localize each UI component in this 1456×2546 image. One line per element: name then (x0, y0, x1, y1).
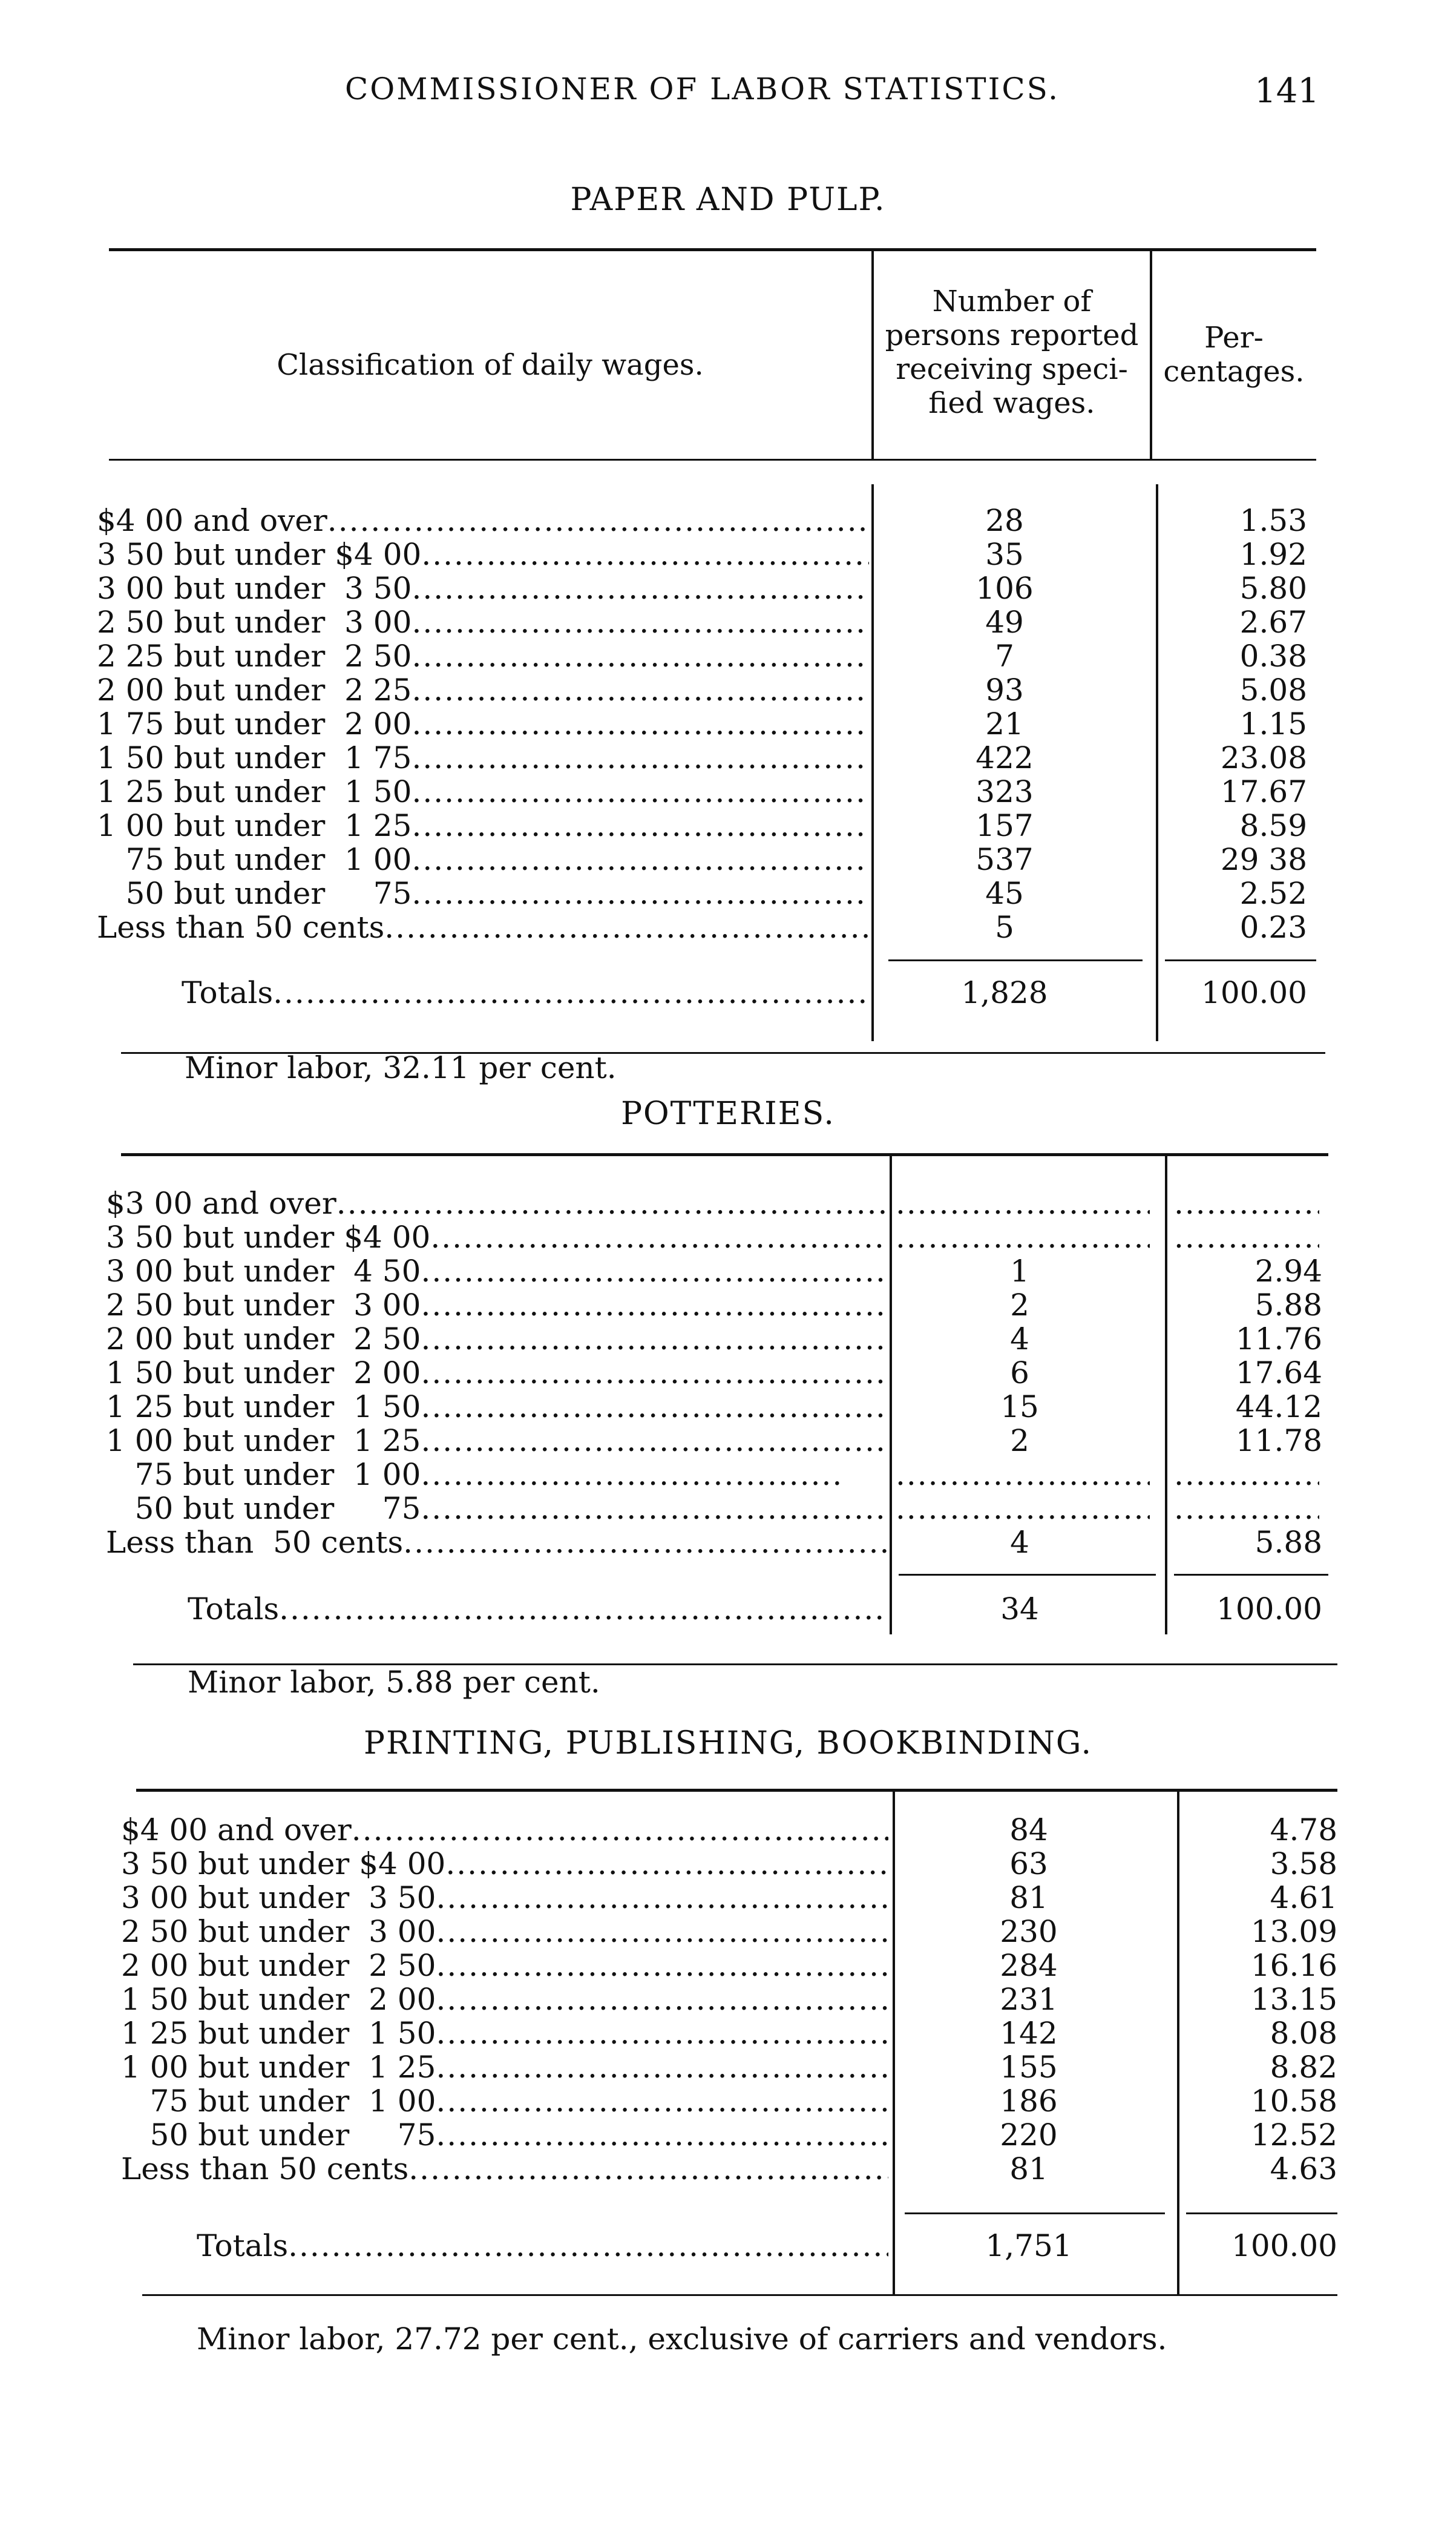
running-head (115, 71, 1331, 120)
row-percent: 11.78 (1235, 1423, 1322, 1458)
page-number: 141 (1254, 71, 1319, 111)
row-percent: 3.58 (1270, 1846, 1337, 1881)
header-percent-line: Per- (1204, 321, 1264, 355)
row-number-empty (896, 1186, 1150, 1220)
row-label: $4 00 and over (121, 1813, 352, 1847)
row-number: 157 (976, 808, 1034, 843)
header-number (874, 285, 1150, 420)
row-number: 28 (985, 503, 1024, 538)
row-number-empty (896, 1458, 1150, 1492)
table-row (106, 1458, 1340, 1492)
row-label: 1 50 but under 2 00 (121, 1982, 436, 2016)
totals-rule (899, 1574, 1156, 1576)
row-percent: 10.58 (1250, 2084, 1337, 2119)
totals-number: 1,828 (961, 975, 1048, 1010)
row-label: 3 00 but under 3 50 (97, 571, 412, 605)
table-row (106, 1288, 1340, 1322)
table-row (97, 504, 1331, 538)
row-number: 537 (976, 842, 1034, 877)
table-row (106, 1356, 1340, 1390)
header-classification: Classification of daily wages. (277, 348, 704, 382)
row-label: 1 00 but under 1 25 (97, 809, 412, 843)
table-row (97, 809, 1331, 843)
totals-rule (1186, 2212, 1337, 2214)
row-label: $3 00 and over (106, 1186, 336, 1220)
row-number: 2 (1010, 1288, 1029, 1323)
row-percent: 23.08 (1220, 740, 1307, 775)
table-body-printing (121, 1813, 1356, 2186)
section-title-printing: PRINTING, PUBLISHING, BOOKBINDING. (363, 1725, 1093, 1761)
row-percent: 8.82 (1270, 2050, 1337, 2085)
row-percent: 17.64 (1235, 1355, 1322, 1390)
table-row (106, 1424, 1340, 1458)
totals-number: 1,751 (985, 2228, 1072, 2263)
table-row (121, 2084, 1356, 2118)
running-title: COMMISSIONER OF LABOR STATISTICS. (345, 71, 1060, 107)
section-title-potteries: POTTERIES. (621, 1096, 835, 1132)
row-number: 81 (1009, 2151, 1048, 2186)
row-number: 84 (1009, 1812, 1048, 1847)
header-percent-line: centages. (1163, 355, 1305, 389)
row-percent: 13.15 (1250, 1982, 1337, 2017)
row-number: 142 (1000, 2016, 1058, 2051)
totals-rule (1165, 959, 1316, 961)
row-number: 155 (1000, 2050, 1058, 2085)
row-percent: 0.23 (1239, 910, 1307, 945)
row-percent: 0.38 (1239, 639, 1307, 674)
totals-label: Totals (182, 975, 274, 1010)
row-label: 3 50 but under $4 00 (97, 538, 422, 571)
row-percent: 1.53 (1239, 503, 1307, 538)
table-row (97, 843, 1331, 877)
totals-number: 34 (1000, 1591, 1039, 1627)
row-number: 284 (1000, 1948, 1058, 1983)
row-label: 50 but under 75 (121, 2118, 436, 2152)
row-label: $4 00 and over (97, 504, 327, 538)
row-percent: 17.67 (1220, 774, 1307, 809)
row-percent: 1.92 (1239, 537, 1307, 572)
table-row (121, 1982, 1356, 2016)
row-label: 2 25 but under 2 50 (97, 639, 412, 673)
row-label: 50 but under 75 (106, 1492, 421, 1525)
row-number: 4 (1010, 1525, 1029, 1560)
table-row (121, 1881, 1356, 1915)
row-label: 50 but under 75 (97, 877, 412, 910)
table-top-rule (121, 1153, 1328, 1156)
table-row (121, 2152, 1356, 2186)
row-label: 2 00 but under 2 50 (121, 1949, 436, 1982)
table-row (97, 605, 1331, 639)
row-label: 1 75 but under 2 00 (97, 707, 412, 741)
row-number: 231 (1000, 1982, 1058, 2017)
row-percent-empty (1174, 1458, 1319, 1492)
row-percent: 1.15 (1239, 706, 1307, 742)
row-label: 1 25 but under 1 50 (106, 1390, 421, 1424)
row-label: 1 00 but under 1 25 (106, 1424, 421, 1458)
row-number: 186 (1000, 2084, 1058, 2119)
row-percent-empty (1174, 1220, 1319, 1254)
table-row (106, 1322, 1340, 1356)
row-number-empty (896, 1492, 1150, 1525)
table-row (121, 1915, 1356, 1949)
row-number: 81 (1009, 1880, 1048, 1915)
table-row (97, 741, 1331, 775)
footnote: Minor labor, 32.11 per cent. (185, 1050, 617, 1085)
table-body-potteries (106, 1186, 1340, 1559)
row-number: 45 (985, 876, 1024, 911)
table-row (97, 673, 1331, 707)
row-label: 2 50 but under 3 00 (121, 1915, 436, 1949)
table-row (97, 707, 1331, 741)
row-number: 106 (976, 571, 1034, 606)
row-number: 230 (1000, 1914, 1058, 1949)
row-number: 35 (985, 537, 1024, 572)
row-label: 1 50 but under 1 75 (97, 741, 412, 775)
totals-label: Totals (188, 1591, 280, 1627)
row-percent: 8.59 (1239, 808, 1307, 843)
row-number: 5 (995, 910, 1014, 945)
row-number: 93 (985, 673, 1024, 708)
totals-label: Totals (197, 2228, 289, 2263)
row-percent: 29 38 (1220, 842, 1307, 877)
table-row (121, 2050, 1356, 2084)
row-label: 1 25 but under 1 50 (121, 2016, 436, 2050)
row-percent: 44.12 (1235, 1389, 1322, 1424)
row-number: 6 (1010, 1355, 1029, 1390)
row-percent: 2.67 (1239, 605, 1307, 640)
table-row (97, 639, 1331, 673)
row-label: 2 00 but under 2 50 (106, 1322, 421, 1356)
row-percent: 2.94 (1254, 1254, 1322, 1289)
totals-row (106, 1591, 1340, 1627)
row-label: 75 but under 1 00 (106, 1458, 421, 1492)
row-label: 2 00 but under 2 25 (97, 673, 412, 707)
table-row (106, 1220, 1340, 1254)
row-label: 3 00 but under 4 50 (106, 1254, 421, 1288)
table-row (106, 1390, 1340, 1424)
totals-rule (888, 959, 1143, 961)
totals-rule (1174, 1574, 1328, 1576)
row-label: 2 50 but under 3 00 (106, 1288, 421, 1322)
table-top-rule (136, 1789, 1337, 1792)
row-percent-empty (1174, 1492, 1319, 1525)
row-percent: 5.08 (1239, 673, 1307, 708)
row-percent: 4.78 (1270, 1812, 1337, 1847)
row-percent: 4.63 (1270, 2151, 1337, 2186)
row-percent: 5.88 (1254, 1288, 1322, 1323)
table-row (106, 1254, 1340, 1288)
row-label: 3 50 but under $4 00 (106, 1220, 431, 1254)
table-top-rule (109, 248, 1316, 251)
footnote: Minor labor, 5.88 per cent. (188, 1665, 600, 1700)
header-rule (109, 459, 1316, 461)
row-percent-empty (1174, 1186, 1319, 1220)
totals-row (97, 975, 1331, 1011)
row-number: 63 (1009, 1846, 1048, 1881)
row-label: Less than 50 cents (106, 1525, 404, 1559)
row-number: 15 (1000, 1389, 1039, 1424)
table-row (121, 1847, 1356, 1881)
table-row (97, 538, 1331, 571)
row-percent: 8.08 (1270, 2016, 1337, 2051)
row-number-empty (896, 1220, 1150, 1254)
row-label: 3 00 but under 3 50 (121, 1881, 436, 1915)
row-percent: 5.80 (1239, 571, 1307, 606)
row-label: 75 but under 1 00 (121, 2084, 436, 2118)
header-number-line: receiving speci- (896, 352, 1128, 386)
footnote: Minor labor, 27.72 per cent., exclusive of carriers and vendors. (197, 2321, 1167, 2357)
row-percent: 2.52 (1239, 876, 1307, 911)
row-percent: 13.09 (1250, 1914, 1337, 1949)
table-row (97, 775, 1331, 809)
table-row (121, 2118, 1356, 2152)
table-row (121, 1813, 1356, 1847)
table-bottom-rule (142, 2294, 1337, 2296)
totals-percent: 100.00 (1201, 975, 1307, 1010)
header-number-line: fied wages. (928, 386, 1095, 420)
totals-percent: 100.00 (1231, 2228, 1337, 2263)
row-number: 422 (976, 740, 1034, 775)
row-percent: 4.61 (1270, 1880, 1337, 1915)
row-label: 3 50 but under $4 00 (121, 1847, 446, 1881)
row-percent: 16.16 (1250, 1948, 1337, 1983)
header-number-line: Number of (932, 285, 1092, 318)
totals-rule (905, 2212, 1165, 2214)
totals-percent: 100.00 (1216, 1591, 1322, 1627)
row-label: 1 50 but under 2 00 (106, 1356, 421, 1390)
table-row (97, 877, 1331, 910)
row-number: 4 (1010, 1321, 1029, 1357)
table-row (106, 1525, 1340, 1559)
table-row (121, 2016, 1356, 2050)
row-number: 220 (1000, 2117, 1058, 2153)
row-number: 323 (976, 774, 1034, 809)
row-label: 2 50 but under 3 00 (97, 605, 412, 639)
table-body-paper-and-pulp (97, 504, 1331, 944)
row-label: 1 00 but under 1 25 (121, 2050, 436, 2084)
row-label: 75 but under 1 00 (97, 843, 412, 877)
table-row (106, 1186, 1340, 1220)
row-number: 21 (985, 706, 1024, 742)
row-number: 7 (995, 639, 1014, 674)
row-number: 49 (985, 605, 1024, 640)
row-label: Less than 50 cents (121, 2152, 409, 2186)
table-row (97, 910, 1331, 944)
row-percent: 5.88 (1254, 1525, 1322, 1560)
row-percent: 12.52 (1250, 2117, 1337, 2153)
header-percent (1152, 321, 1316, 389)
section-title-paper-and-pulp: PAPER AND PULP. (570, 182, 886, 218)
totals-row (121, 2228, 1356, 2264)
table-row (106, 1492, 1340, 1525)
row-percent: 11.76 (1235, 1321, 1322, 1357)
header-number-line: persons reported (885, 318, 1139, 352)
row-label: 1 25 but under 1 50 (97, 775, 412, 809)
row-number: 2 (1010, 1423, 1029, 1458)
table-row (121, 1949, 1356, 1982)
row-label: Less than 50 cents (97, 910, 385, 944)
row-number: 1 (1010, 1254, 1029, 1289)
table-row (97, 571, 1331, 605)
